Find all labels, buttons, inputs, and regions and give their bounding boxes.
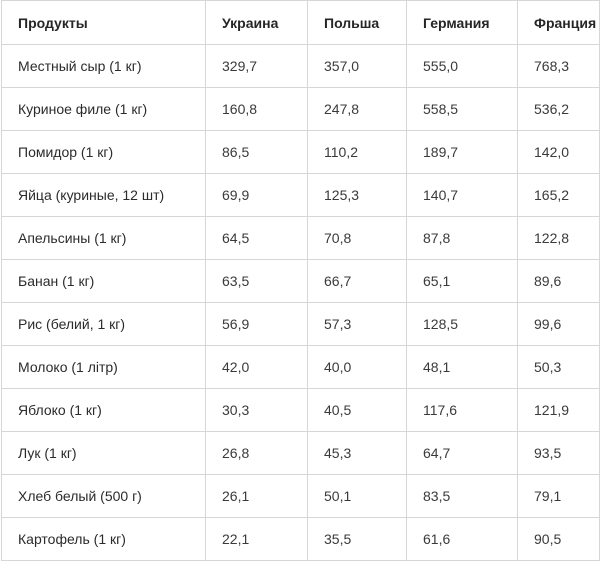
price-germany: 65,1 [407, 260, 518, 303]
header-germany: Германия [407, 1, 518, 45]
price-germany: 128,5 [407, 303, 518, 346]
price-france: 122,8 [518, 217, 600, 260]
price-germany: 61,6 [407, 518, 518, 561]
price-france: 142,0 [518, 131, 600, 174]
header-ukraine: Украина [206, 1, 308, 45]
product-name: Банан (1 кг) [2, 260, 206, 303]
price-ukraine: 30,3 [206, 389, 308, 432]
price-ukraine: 64,5 [206, 217, 308, 260]
price-comparison-table [1, 0, 600, 561]
price-poland: 125,3 [308, 174, 407, 217]
product-name: Помидор (1 кг) [2, 131, 206, 174]
price-ukraine: 160,8 [206, 88, 308, 131]
product-name: Хлеб белый (500 г) [2, 475, 206, 518]
price-france: 90,5 [518, 518, 600, 561]
price-germany: 117,6 [407, 389, 518, 432]
price-poland: 50,1 [308, 475, 407, 518]
product-name: Местный сыр (1 кг) [2, 45, 206, 88]
header-france: Франция [518, 1, 600, 45]
price-germany: 87,8 [407, 217, 518, 260]
price-ukraine: 26,8 [206, 432, 308, 475]
price-poland: 70,8 [308, 217, 407, 260]
price-poland: 45,3 [308, 432, 407, 475]
table-row [2, 303, 600, 346]
table-row [2, 475, 600, 518]
header-row [2, 1, 600, 45]
header-products: Продукты [2, 1, 206, 45]
table-row [2, 88, 600, 131]
price-france: 121,9 [518, 389, 600, 432]
price-poland: 35,5 [308, 518, 407, 561]
product-name: Апельсины (1 кг) [2, 217, 206, 260]
price-poland: 357,0 [308, 45, 407, 88]
table-row [2, 260, 600, 303]
product-name: Молоко (1 літр) [2, 346, 206, 389]
product-name: Куриное филе (1 кг) [2, 88, 206, 131]
price-france: 165,2 [518, 174, 600, 217]
product-name: Рис (белий, 1 кг) [2, 303, 206, 346]
price-germany: 555,0 [407, 45, 518, 88]
price-ukraine: 26,1 [206, 475, 308, 518]
price-france: 99,6 [518, 303, 600, 346]
price-poland: 40,0 [308, 346, 407, 389]
product-name: Яблоко (1 кг) [2, 389, 206, 432]
price-ukraine: 42,0 [206, 346, 308, 389]
price-poland: 110,2 [308, 131, 407, 174]
price-poland: 57,3 [308, 303, 407, 346]
price-ukraine: 86,5 [206, 131, 308, 174]
price-germany: 189,7 [407, 131, 518, 174]
table-row [2, 518, 600, 561]
price-france: 93,5 [518, 432, 600, 475]
product-name: Яйца (куриные, 12 шт) [2, 174, 206, 217]
price-france: 89,6 [518, 260, 600, 303]
price-poland: 66,7 [308, 260, 407, 303]
price-france: 536,2 [518, 88, 600, 131]
table-row [2, 432, 600, 475]
table-row [2, 389, 600, 432]
price-germany: 140,7 [407, 174, 518, 217]
price-germany: 558,5 [407, 88, 518, 131]
price-germany: 83,5 [407, 475, 518, 518]
table-row [2, 174, 600, 217]
table-row [2, 217, 600, 260]
price-germany: 64,7 [407, 432, 518, 475]
price-poland: 247,8 [308, 88, 407, 131]
header-poland: Польша [308, 1, 407, 45]
price-germany: 48,1 [407, 346, 518, 389]
price-france: 50,3 [518, 346, 600, 389]
price-ukraine: 56,9 [206, 303, 308, 346]
price-poland: 40,5 [308, 389, 407, 432]
table-row [2, 131, 600, 174]
table-row [2, 45, 600, 88]
price-france: 79,1 [518, 475, 600, 518]
table-row [2, 346, 600, 389]
price-ukraine: 329,7 [206, 45, 308, 88]
price-france: 768,3 [518, 45, 600, 88]
price-ukraine: 63,5 [206, 260, 308, 303]
price-ukraine: 69,9 [206, 174, 308, 217]
product-name: Лук (1 кг) [2, 432, 206, 475]
product-name: Картофель (1 кг) [2, 518, 206, 561]
price-ukraine: 22,1 [206, 518, 308, 561]
